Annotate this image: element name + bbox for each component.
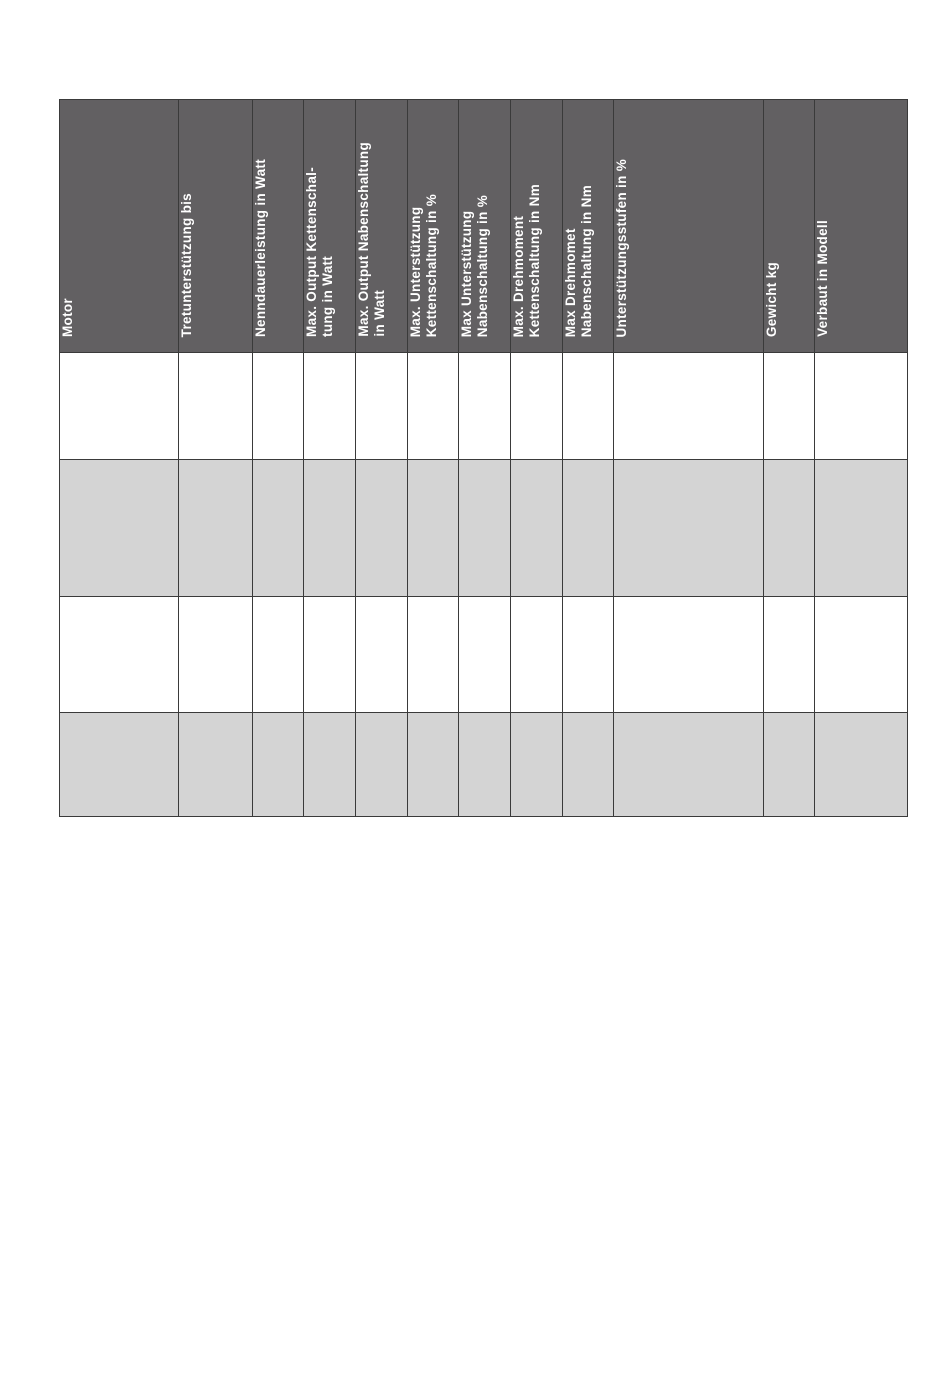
table-cell	[304, 596, 356, 712]
table-cell	[356, 460, 408, 596]
header-label: Max. Output Nabenschaltung in Watt	[356, 142, 387, 337]
table-cell	[253, 712, 304, 816]
table-cell	[764, 596, 815, 712]
header-cell-verbaut-in-modell	[815, 100, 908, 353]
table-cell	[356, 596, 408, 712]
table-cell	[563, 596, 614, 712]
header-cell-unterstuetzungsstufen	[614, 100, 764, 353]
header-label: Gewicht kg	[764, 261, 779, 337]
table-cell	[60, 460, 179, 596]
header-label: Max Drehmomet Nabenschaltung in Nm	[563, 184, 594, 337]
header-label: Unterstützungsstufen in %	[614, 158, 629, 337]
header-label: Max. Drehmoment Kettenschaltung in Nm	[511, 183, 542, 337]
table-row	[60, 460, 908, 596]
table-cell	[60, 353, 179, 460]
table-cell	[614, 596, 764, 712]
table-cell	[60, 712, 179, 816]
header-label: Max Unterstützung Nabenschaltung in %	[459, 194, 490, 337]
table-cell	[179, 353, 253, 460]
table-cell	[253, 353, 304, 460]
table-cell	[304, 460, 356, 596]
header-cell-unterstuetzung-nabenschaltung	[459, 100, 511, 353]
header-label: Nenndauerleistung in Watt	[253, 158, 268, 337]
header-cell-output-nabenschaltung	[356, 100, 408, 353]
table-cell	[408, 596, 459, 712]
header-cell-nenndauerleistung	[253, 100, 304, 353]
header-cell-motor	[60, 100, 179, 353]
table-cell	[815, 353, 908, 460]
table-row	[60, 712, 908, 816]
header-label: Max. Unterstützung Kettenschaltung in %	[408, 193, 439, 337]
table-cell	[179, 712, 253, 816]
table-row	[60, 353, 908, 460]
table-cell	[614, 353, 764, 460]
table-cell	[815, 596, 908, 712]
table-cell	[459, 460, 511, 596]
table-cell	[764, 353, 815, 460]
table-cell	[511, 353, 563, 460]
header-cell-output-kettenschaltung	[304, 100, 356, 353]
table-cell	[179, 596, 253, 712]
table-cell	[253, 460, 304, 596]
header-label: Max. Output Kettenschal- tung in Watt	[304, 167, 335, 337]
header-row	[60, 100, 908, 353]
table-cell	[614, 712, 764, 816]
table-cell	[563, 353, 614, 460]
header-cell-gewicht	[764, 100, 815, 353]
header-cell-tretunterstuetzung	[179, 100, 253, 353]
table-cell	[459, 596, 511, 712]
header-cell-drehmoment-kettenschaltung	[511, 100, 563, 353]
table-cell	[511, 712, 563, 816]
table-cell	[815, 712, 908, 816]
table-cell	[614, 460, 764, 596]
table-cell	[459, 353, 511, 460]
table-cell	[511, 460, 563, 596]
table-cell	[356, 353, 408, 460]
table-cell	[179, 460, 253, 596]
table-cell	[304, 353, 356, 460]
header-cell-drehmoment-nabenschaltung	[563, 100, 614, 353]
table-cell	[815, 460, 908, 596]
motor-spec-table	[59, 99, 908, 817]
header-cell-unterstuetzung-kettenschaltung	[408, 100, 459, 353]
header-label: Verbaut in Modell	[815, 220, 830, 337]
table-cell	[253, 596, 304, 712]
table-row	[60, 596, 908, 712]
table-cell	[764, 460, 815, 596]
table-cell	[408, 460, 459, 596]
table-cell	[60, 596, 179, 712]
table-cell	[563, 712, 614, 816]
table-cell	[563, 460, 614, 596]
table-cell	[304, 712, 356, 816]
table-cell	[408, 353, 459, 460]
header-label: Motor	[60, 298, 75, 337]
table-cell	[459, 712, 511, 816]
table-cell	[511, 596, 563, 712]
table-cell	[356, 712, 408, 816]
table-cell	[764, 712, 815, 816]
table-cell	[408, 712, 459, 816]
header-label: Tretunterstützung bis	[179, 192, 194, 337]
